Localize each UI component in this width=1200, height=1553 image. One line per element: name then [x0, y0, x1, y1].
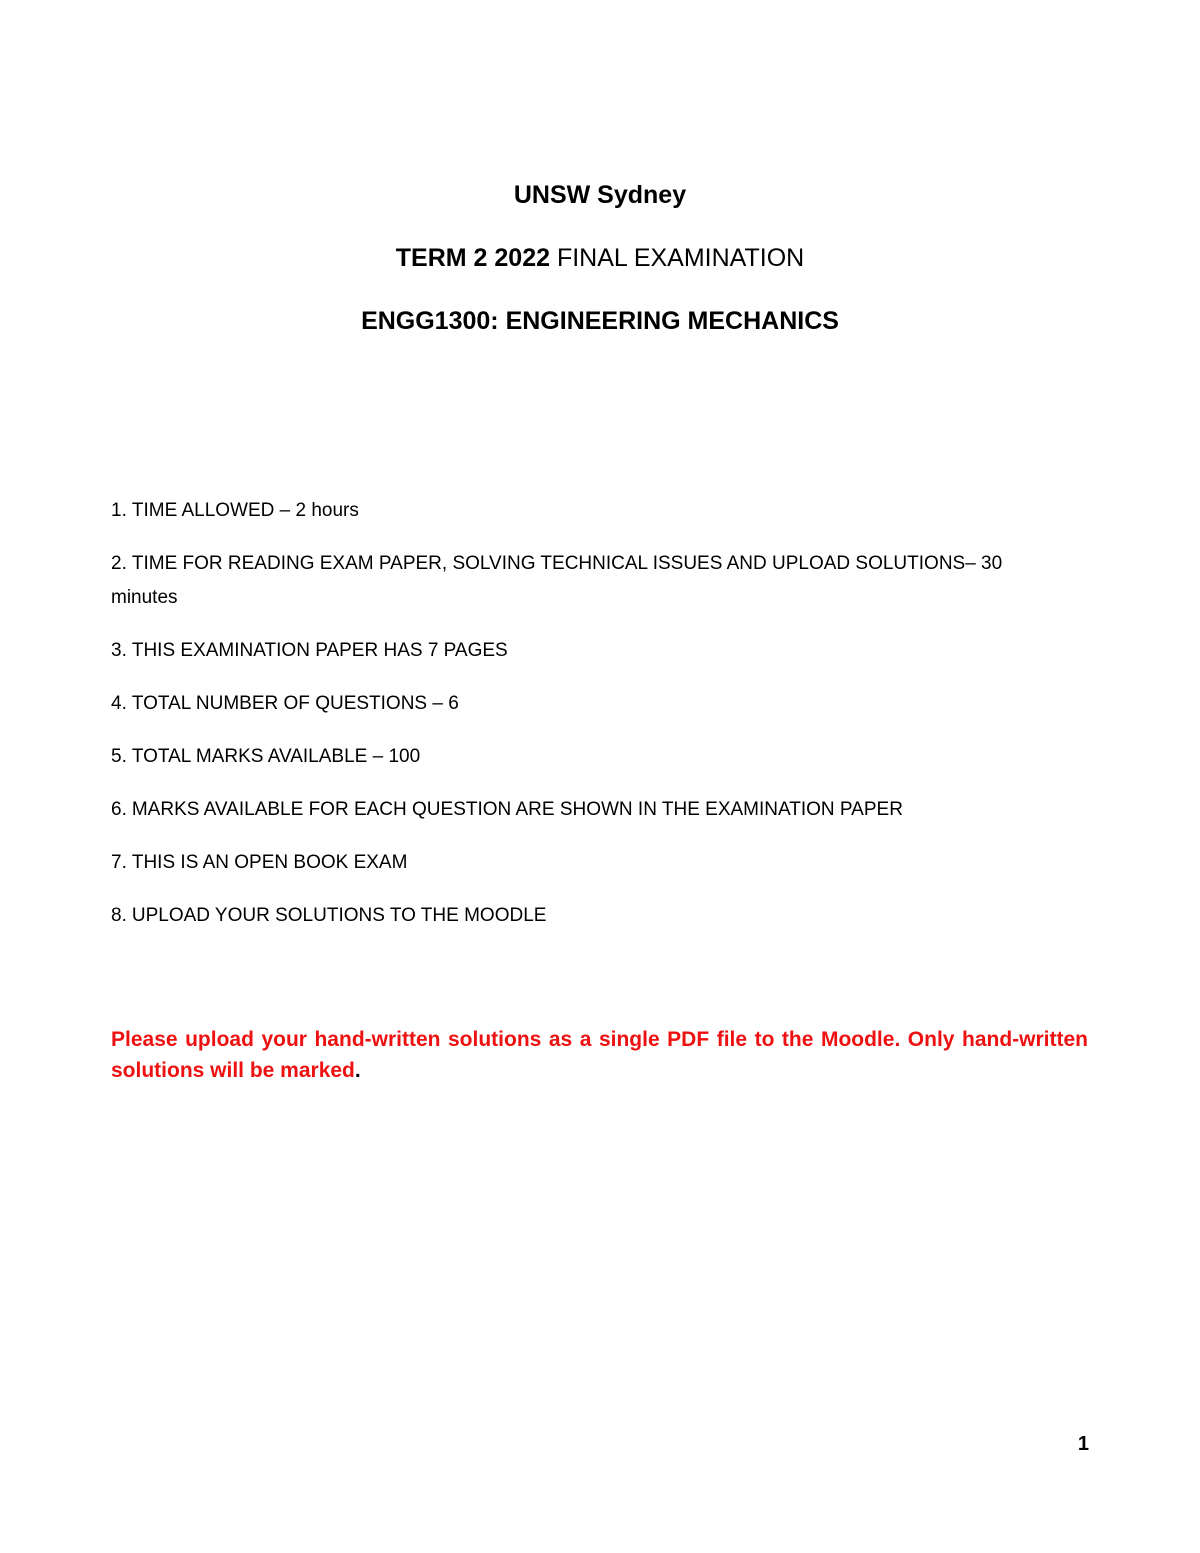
exam-term-rest: FINAL EXAMINATION: [550, 244, 805, 272]
instruction-item: [111, 899, 1071, 933]
instruction-text: THIS IS AN OPEN BOOK EXAM: [131, 852, 408, 873]
instruction-text: UPLOAD YOUR SOLUTIONS TO THE MOODLE: [131, 905, 547, 926]
instructions-list: [111, 494, 1071, 952]
instruction-item: [111, 846, 1071, 880]
instruction-number: 7.: [111, 852, 127, 873]
instruction-number: 2.: [111, 553, 127, 574]
instruction-number: 5.: [111, 746, 127, 767]
upload-notice: [111, 1024, 1088, 1086]
instruction-number: 3.: [111, 640, 127, 661]
instruction-text: TIME ALLOWED – 2 hours: [131, 500, 359, 521]
instruction-number: 8.: [111, 905, 127, 926]
upload-notice-text: Please upload your hand-written solutions as a single PDF file to the Moodle. Only hand-written solutions will be marked: [111, 1028, 1088, 1082]
instruction-item: [111, 634, 1071, 668]
instruction-text: MARKS AVAILABLE FOR EACH QUESTION ARE SHOWN IN THE EXAMINATION PAPER: [131, 799, 903, 820]
page-number: 1: [1077, 1433, 1089, 1455]
course-title: ENGG1300: ENGINEERING MECHANICS: [361, 307, 839, 335]
instruction-text: THIS EXAMINATION PAPER HAS 7 PAGES: [131, 640, 508, 661]
university-title: UNSW Sydney: [513, 181, 687, 209]
instruction-text: TOTAL NUMBER OF QUESTIONS – 6: [131, 693, 459, 714]
instruction-number: 4.: [111, 693, 127, 714]
instruction-item: [111, 740, 1071, 774]
upload-notice-period: .: [354, 1059, 361, 1082]
instruction-item: [111, 547, 1071, 615]
exam-term-title: [0, 243, 1200, 273]
instruction-item: [111, 687, 1071, 721]
instruction-number: 6.: [111, 799, 127, 820]
instruction-text: TOTAL MARKS AVAILABLE – 100: [131, 746, 421, 767]
instruction-number: 1.: [111, 500, 127, 521]
instruction-item: [111, 494, 1071, 528]
exam-term-bold: TERM 2 2022: [395, 244, 551, 272]
instruction-text: TIME FOR READING EXAM PAPER, SOLVING TECHNICAL ISSUES AND UPLOAD SOLUTIONS– 30 minutes: [111, 553, 1003, 608]
instruction-item: [111, 793, 1071, 827]
